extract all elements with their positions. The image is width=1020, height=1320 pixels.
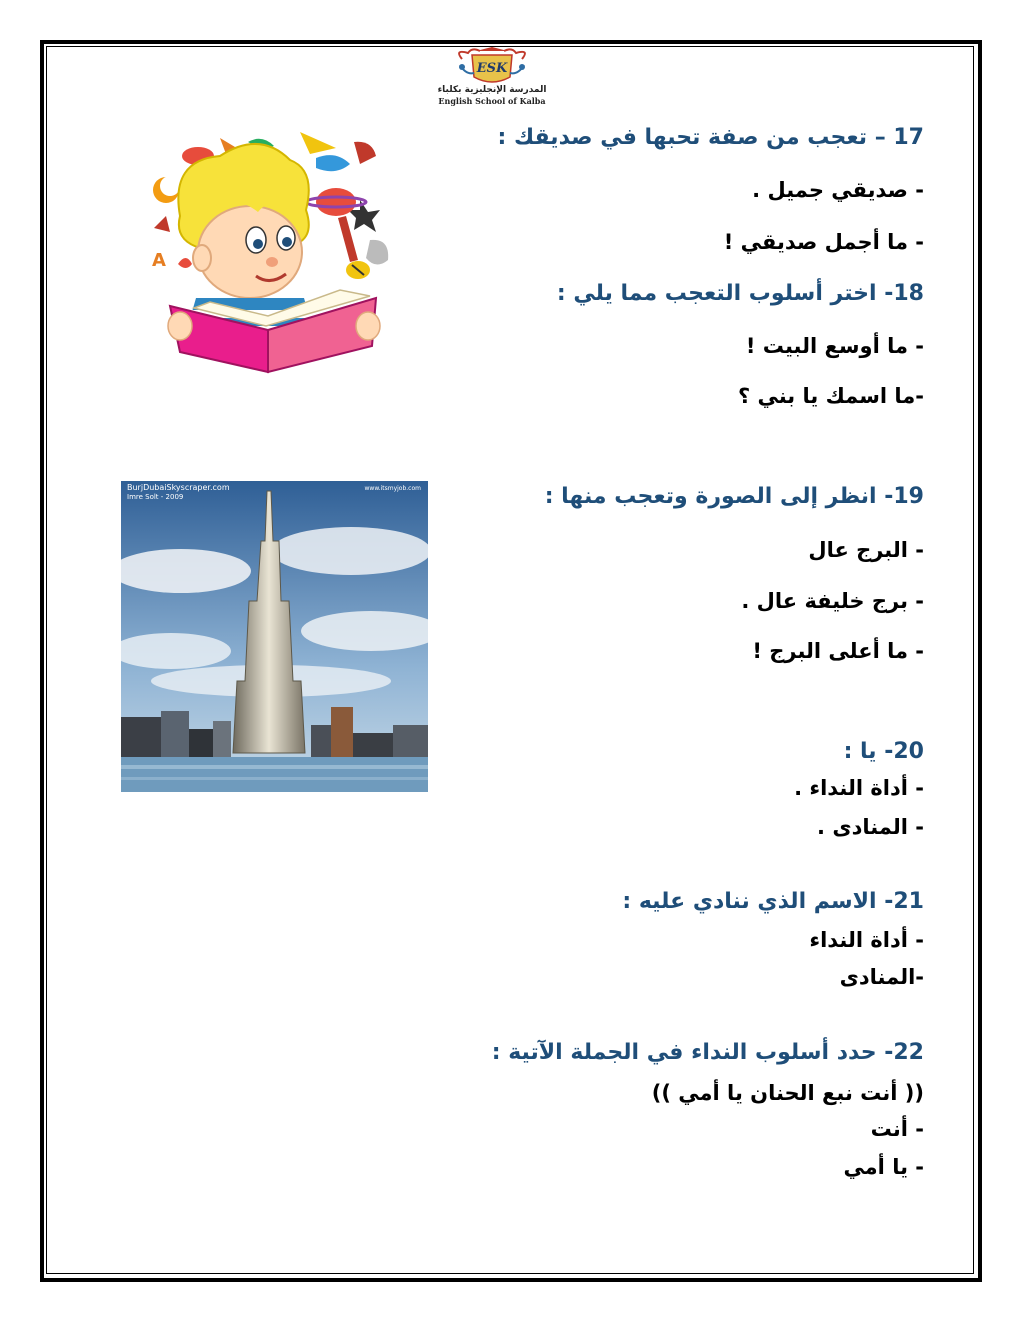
question-19-option-2: - برج خليفة عال .	[741, 589, 924, 613]
question-19-option-3: - ما أعلى البرج !	[752, 639, 924, 663]
question-22-option-1: - أنت	[870, 1117, 924, 1141]
question-19-title: 19- انظر إلى الصورة وتعجب منها :	[544, 484, 924, 509]
question-22-option-2: - يا أمي	[843, 1155, 924, 1179]
question-17-option-1: - صديقي جميل .	[752, 178, 924, 202]
question-21-option-1: - أداة النداء	[809, 928, 924, 952]
question-17-title: 17 – تعجب من صفة تحبها في صديقك :	[497, 125, 924, 150]
question-20-title: 20- يا :	[843, 739, 924, 764]
question-22-title: 22- حدد أسلوب النداء في الجملة الآتية :	[491, 1040, 924, 1065]
boy-reading-illustration	[140, 120, 400, 375]
school-name-arabic: المدرسة الإنجليزية بكلباء	[437, 85, 547, 95]
svg-text:www.itsmyjob.com: www.itsmyjob.com	[364, 485, 421, 492]
svg-text:Imre Solt - 2009: Imre Solt - 2009	[127, 493, 184, 501]
school-logo	[432, 47, 552, 105]
question-18-title: 18- اختر أسلوب التعجب مما يلي :	[556, 281, 924, 306]
svg-text:BurjDubaiSkyscraper.com: BurjDubaiSkyscraper.com	[127, 483, 230, 492]
question-20-option-1: - أداة النداء .	[794, 776, 924, 800]
question-22-sentence: (( أنت نبع الحنان يا أمي ))	[651, 1081, 924, 1105]
crest-icon	[432, 47, 552, 87]
question-21-option-2: -المنادى	[839, 965, 924, 989]
question-19-option-1: - البرج عال	[808, 538, 924, 562]
school-name-english: English School of Kalba	[438, 96, 546, 106]
question-17-option-2: - ما أجمل صديقي !	[723, 230, 924, 254]
question-18-option-1: - ما أوسع البيت !	[745, 334, 924, 358]
svg-text:A: A	[152, 250, 166, 271]
burj-khalifa-photo	[121, 481, 428, 792]
svg-text:ESK: ESK	[476, 61, 508, 76]
question-21-title: 21- الاسم الذي ننادي عليه :	[622, 889, 924, 914]
question-20-option-2: - المنادى .	[817, 815, 924, 839]
question-18-option-2: -ما اسمك يا بني ؟	[738, 384, 924, 408]
